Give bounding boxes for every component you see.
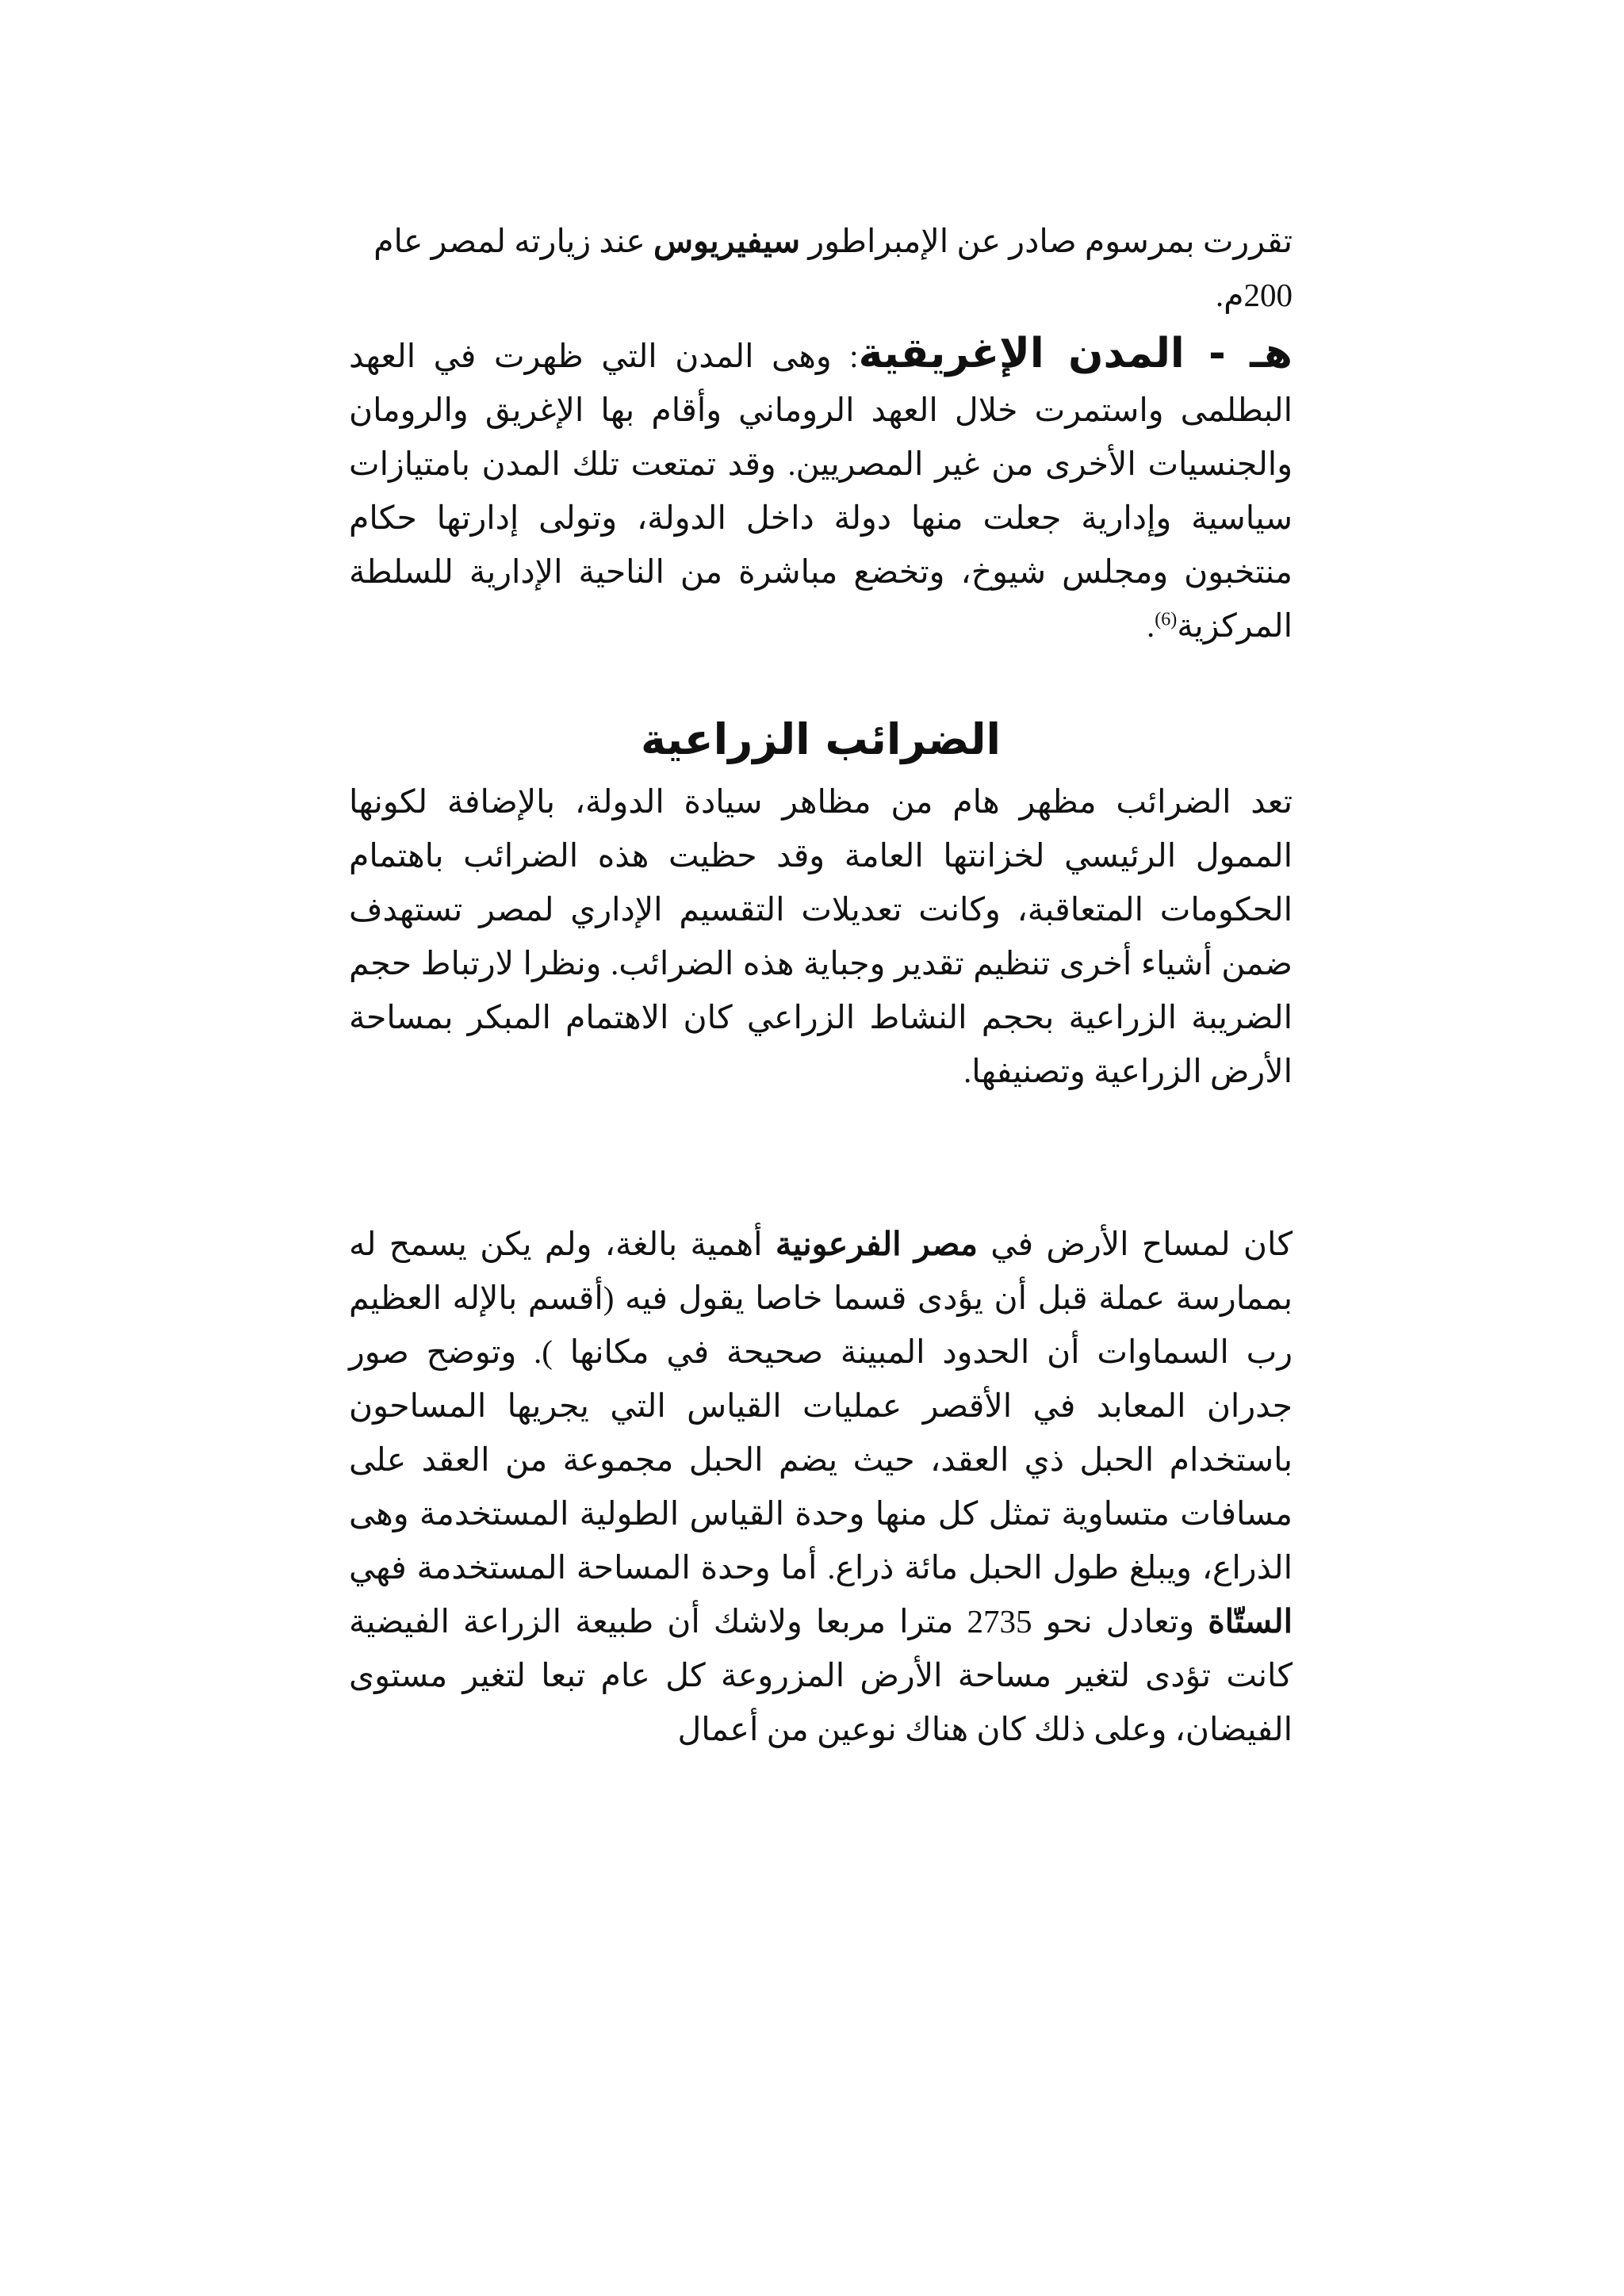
greek-cities-end: .: [1147, 607, 1155, 644]
section-heading: الضرائب الزراعية: [641, 714, 1001, 764]
surveyors-text-3: وتعادل نحو 2735 مترا مربعا ولاشك أن طبيعة الزراعة الفيضية كانت تؤدى لتغير مساحة الأرض المزروعة كل عام تبعا لتغير مستوى الفيضان، وعلى ذلك كان هناك نوعين من أعمال: [349, 1603, 1293, 1747]
emperor-name: سيفيريوس: [653, 223, 801, 259]
greek-cities-title: المدن الإغريقية: [858, 330, 1185, 377]
spacer: [349, 1098, 1293, 1217]
greek-cities-letter: هـ -: [1184, 330, 1293, 377]
edict-text-before: تقررت بمرسوم صادر عن الإمبراطور: [800, 223, 1293, 259]
pharaonic-egypt: مصر الفرعونية: [775, 1226, 978, 1262]
edict-text-after: عند زيارته لمصر عام: [373, 223, 654, 259]
surveyors-text-2: أهمية بالغة، ولم يكن يسمح له بممارسة عملة قبل أن يؤدى قسما خاصا يقول فيه (أقسم بالإله العظيم رب السماوات أن الحدود المبينة صحيحة في مكانها ). وتوضح صور جدران المعابد في الأقصر عمليات القياس التي يجريها المساحون باستخدام الحبل ذي العقد، حيث يضم الحبل مجموعة من العقد على مسافات متساوية تمثل كل منها وحدة القياس الطولية المستخدمة وهى الذراع، ويبلغ طول الحبل مائة ذراع. أما وحدة المساحة المستخدمة فهي: [349, 1226, 1293, 1586]
paragraph-surveyors: [349, 1217, 1293, 1756]
document-page: [349, 214, 1293, 1756]
footnote-ref: (6): [1155, 609, 1178, 630]
paragraph-greek-cities: [349, 327, 1293, 652]
greek-cities-text: : وهى المدن التي ظهرت في العهد البطلمى واستمرت خلال العهد الروماني وأقام بها الإغريق والرومان والجنسيات الأخرى من غير المصريين. وقد تمتعت تلك المدن بامتيازات سياسية وإدارية جعلت منها دولة داخل الدولة، وتولى إدارتها حكام منتخبون ومجلس شيوخ، وتخضع مباشرة من الناحية الإدارية للسلطة المركزية: [349, 338, 1293, 644]
area-unit: الستّاة: [1208, 1603, 1293, 1640]
paragraph-agri-taxes: تعد الضرائب مظهر هام من مظاهر سيادة الدولة، بالإضافة لكونها الممول الرئيسي لخزانتها العامة وقد حظيت هذه الضرائب باهتمام الحكومات المتعاقبة، وكانت تعديلات التقسيم الإداري لمصر تستهدف ضمن أشياء أخرى تنظيم تقدير وجباية هذه الضرائب. ونظرا لارتباط حجم الضريبة الزراعية بحجم النشاط الزراعي كان الاهتمام المبكر بمساحة الأرض الزراعية وتصنيفها.: [349, 783, 1293, 1089]
edict-year: 200م.: [1215, 277, 1293, 313]
paragraph-edict: [349, 214, 1293, 322]
surveyors-text-1: كان لمساح الأرض في: [977, 1226, 1293, 1262]
